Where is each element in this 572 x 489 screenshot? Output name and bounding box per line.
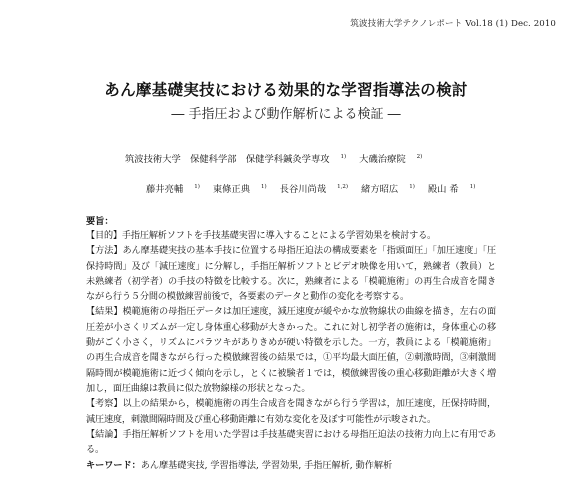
author-affil-mark: 1) bbox=[261, 184, 267, 190]
author-affil-mark: 1) bbox=[409, 184, 415, 190]
author-name: 東條正典 bbox=[212, 184, 251, 195]
abstract-purpose: 【目的】手指圧解析ソフトを手技基礎実習に導入することによる学習効果を検討する。 bbox=[86, 231, 437, 241]
author-affil-mark: 1) bbox=[194, 184, 200, 190]
author-4 bbox=[361, 184, 415, 195]
paper-subtitle: ― 手指圧および動作解析による検証 ― bbox=[171, 107, 401, 122]
author-2 bbox=[213, 184, 267, 195]
author-1 bbox=[146, 184, 200, 195]
affiliation-1-mark: 1) bbox=[340, 154, 347, 160]
affiliation-2-name: 大磯治療院 bbox=[359, 154, 406, 165]
author-affil-mark: 1) bbox=[469, 184, 476, 190]
keywords-value: あん摩基礎実技, 学習指導法, 学習効果, 手指圧解析, 動作解析 bbox=[140, 461, 393, 472]
affiliation-1-name: 筑波技術大学 保健科学部 保健学科鍼灸学専攻 bbox=[125, 154, 330, 165]
abstract-heading: 要旨： bbox=[86, 216, 114, 227]
keywords-line bbox=[86, 459, 496, 474]
author-name: 殿山 希 bbox=[427, 184, 459, 195]
author-name: 長谷川尚哉 bbox=[279, 184, 327, 195]
abstract bbox=[86, 213, 496, 475]
author-affil-mark: 1,2) bbox=[337, 184, 349, 190]
affiliation-2 bbox=[359, 154, 422, 165]
paper-title: あん摩基礎実技における効果的な学習指導法の検討 bbox=[104, 81, 468, 99]
journal-header: 筑波技術大学テクノレポート Vol.18 (1) Dec. 2010 bbox=[350, 19, 556, 29]
affiliations bbox=[125, 151, 432, 165]
author-name: 緒方昭広 bbox=[361, 184, 399, 195]
abstract-method: 【方法】あん摩基礎実技の基本手技に位置する母指圧迫法の構成要素を「指頭面圧」「加圧速度」「圧保持時間」及び「減圧速度」に分解し，手指圧解析ソフトとビデオ映像を用いて，熟練者（教員）と未熟練者（初学者）の手技の特徴を比較する。次に，熟練者による「模範施術」の再生合成音を聞きながら行う５分間の模倣練習前後で，各要素のデータと動作の変化を考察する。 bbox=[86, 246, 496, 303]
author-5 bbox=[428, 184, 476, 195]
abstract-discussion: 【考察】以上の結果から，模範施術の再生合成音を聞きながら行う学習は，加圧速度，圧保持時間，減圧速度，刺激間隔時間及び重心移動距離に有効な変化を及ぼす可能性が示唆された。 bbox=[86, 399, 496, 425]
author-3 bbox=[280, 184, 348, 195]
affiliation-1 bbox=[125, 154, 346, 165]
keywords-label: キーワード： bbox=[86, 461, 141, 472]
author-list bbox=[146, 181, 485, 195]
abstract-results: 【結果】模範施術の母指圧データは加圧速度，減圧速度が緩やかな放物線状の曲線を描き，左右の面圧差が小さくリズムが一定し身体重心移動が大きかった。これに対し初学者の施術は，身体重心の移動がごく小さく，リズムにバラツキがありきめが硬い特徴を示した。一方，教員による「模範施術」の再生合成音を聞きながら行った模倣練習後の結果では，①平均最大面圧値，②刺激時間，③刺激間隔時間が模範施術に近づく傾向を示し，とくに被験者１では，模倣練習後の重心移動距離が大きく増加し，面圧曲線は教員に似た放物線様の形状となった。 bbox=[86, 307, 496, 394]
author-name: 藤井亮輔 bbox=[146, 184, 184, 195]
affiliation-2-mark: 2) bbox=[416, 154, 423, 160]
abstract-conclusion: 【結論】手指圧解析ソフトを用いた学習は手技基礎実習における母指圧迫法の技術力向上に有用である。 bbox=[86, 429, 496, 456]
